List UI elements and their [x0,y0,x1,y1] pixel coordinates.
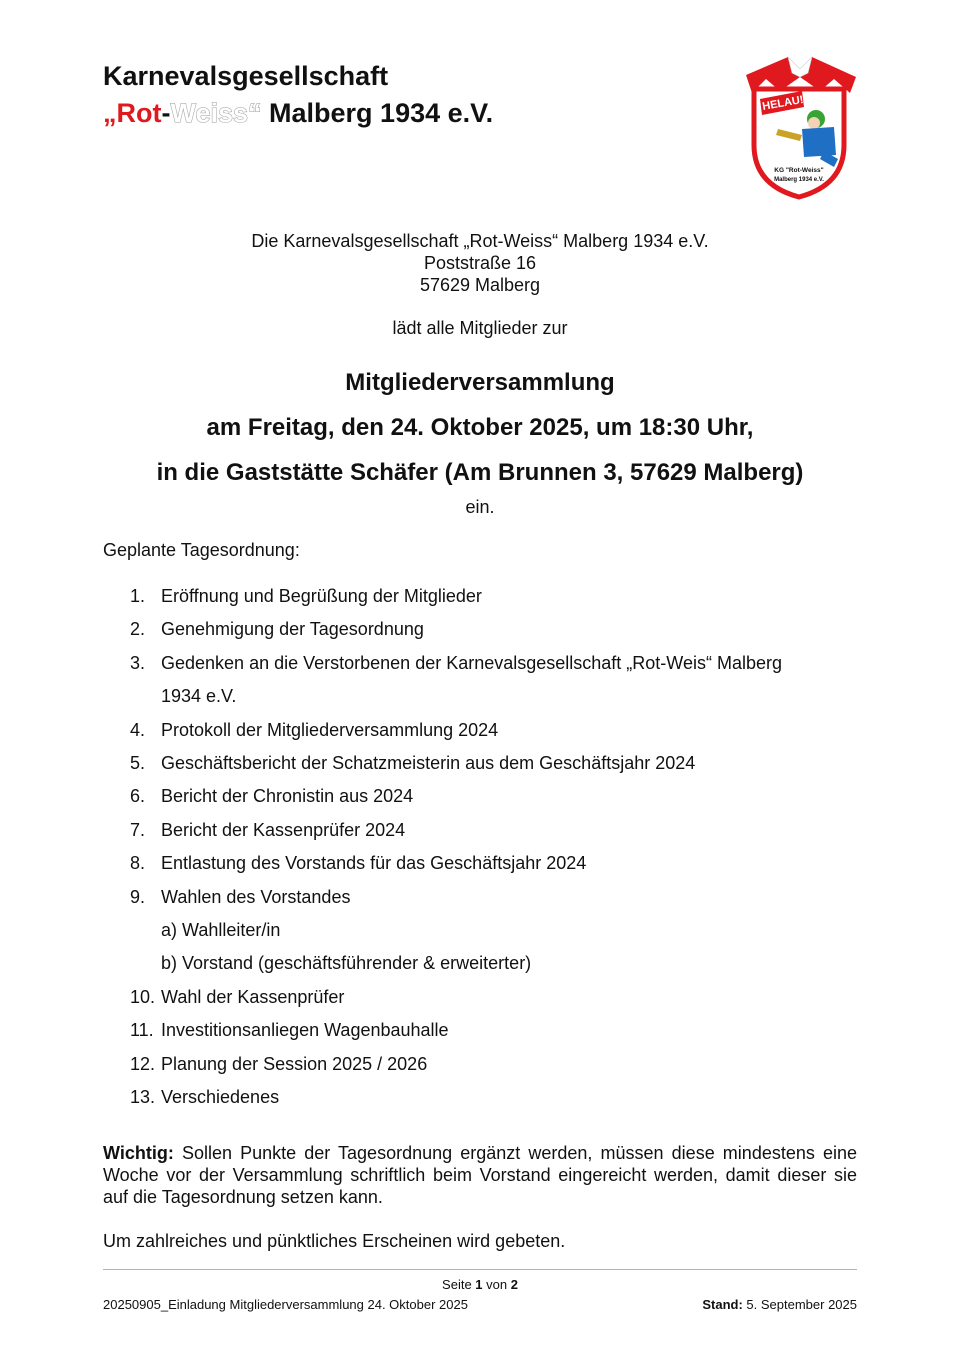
agenda-item-number: 2. [130,619,146,640]
agenda-item-number: 9. [130,886,146,907]
dash: - [161,98,171,128]
agenda-item-number: 5. [130,753,146,774]
agenda-list [130,580,851,1115]
agenda-item [130,613,851,646]
agenda-item-text: Bericht der Chronistin aus 2024 [161,786,414,807]
agenda-item-text: Entlastung des Vorstands für das Geschäftsjahr 2024 [161,853,587,874]
ein-text: ein. [465,497,495,517]
meeting-date: am Freitag, den 24. Oktober 2025, um 18:30 Uhr, [206,414,754,441]
logo-caption-line2: Malberg 1934 e.V. [774,177,824,183]
agenda-item-text: Genehmigung der Tagesordnung [161,619,424,640]
agenda-item-number: 12. [130,1053,156,1074]
address-line1: Die Karnevalsgesellschaft „Rot-Weiss“ Malberg 1934 e.V. [251,231,709,251]
agenda-item [130,714,851,747]
page-prefix: Seite [442,1277,476,1292]
agenda-item [130,647,851,680]
page-mid: von [482,1277,511,1292]
agenda-item-number: 13. [130,1087,156,1108]
agenda-item-text: Wahl der Kassenprüfer [161,986,345,1007]
agenda-item-number: 1. [130,586,146,606]
agenda-item [130,1048,851,1081]
agenda-item-text: Bericht der Kassenprüfer 2024 [161,819,406,840]
agenda-item [130,814,851,847]
agenda-item-number: 7. [130,819,146,840]
footer-divider [103,1269,857,1270]
agenda-item-text: Protokoll der Mitgliederversammlung 2024 [161,719,499,740]
stand-value: 5. September 2025 [742,1297,857,1312]
club-name-line2 [103,95,493,132]
agenda-item-text: Geschäftsbericht der Schatzmeisterin aus dem Geschäftsjahr 2024 [161,753,696,774]
open-quote: „ [103,98,117,128]
close-quote: “ [248,98,262,128]
agenda-item [130,847,851,880]
address-block [0,230,960,296]
agenda-item [130,1014,851,1047]
agenda-item [130,580,851,613]
agenda-subitem [130,947,851,980]
page-number [0,1277,960,1292]
important-text: Sollen Punkte der Tagesordnung ergänzt werden, müssen diese mindestens eine Woche vor der Versammlung schriftlich beim Vorstand eingereicht werden, damit dieser sie auf die Tagesordnung setzen kann. [103,1143,857,1207]
agenda-item-text: Eröffnung und Begrüßung der Mitglieder [161,586,482,606]
important-label: Wichtig: [103,1143,174,1163]
club-name-line1: Karnevalsgesellschaft [103,61,389,91]
agenda-item-number: 11. [130,1020,154,1041]
footer-stand [702,1297,857,1312]
important-note [103,1142,857,1208]
agenda-item-text: 1934 e.V. [161,686,237,707]
agenda-item-number: 10. [130,986,156,1007]
rot-word: Rot [116,98,162,128]
jester-body-shape [802,127,836,157]
agenda-item-text: Investitionsanliegen Wagenbauhalle [161,1020,449,1041]
agenda-item-number: 6. [130,786,146,807]
agenda-item-continuation [130,680,851,713]
agenda-subitem [130,914,851,947]
agenda-subitem-text: b) Vorstand (geschäftsführender & erweiterter) [161,953,532,974]
page-current: 1 [475,1277,483,1292]
agenda-item-text: Wahlen des Vorstandes [161,886,351,907]
invite-text: lädt alle Mitglieder zur [392,318,568,338]
stand-label: Stand: [702,1297,743,1312]
agenda-item-number: 4. [130,719,146,740]
address-line2: Poststraße 16 [423,253,537,273]
address-line3: 57629 Malberg [419,275,541,295]
agenda-item [130,747,851,780]
meeting-title-block [0,360,960,495]
agenda-item-text: Planung der Session 2025 / 2026 [161,1053,428,1074]
agenda-item-number: 8. [130,853,146,874]
club-name-rest: Malberg 1934 e.V. [261,98,494,128]
agenda-label: Geplante Tagesordnung: [103,540,300,560]
footer-filename: 20250905_Einladung Mitgliederversammlung 24. Oktober 2025 [103,1297,468,1312]
closing-text: Um zahlreiches und pünktliches Erscheinen wird gebeten. [103,1231,566,1251]
agenda-item [130,981,851,1014]
meeting-title: Mitgliederversammlung [345,369,615,396]
agenda-item-text: Verschiedenes [161,1087,280,1108]
club-logo [738,55,860,200]
meeting-location: in die Gaststätte Schäfer (Am Brunnen 3, 57629 Malberg) [156,459,804,486]
agenda-item-text: Gedenken an die Verstorbenen der Karnevalsgesellschaft „Rot-Weis“ Malberg [161,652,782,673]
club-header [103,58,493,132]
agenda-item [130,780,851,813]
page-total: 2 [510,1277,518,1292]
weiss-word: Weiss [170,98,249,128]
logo-caption-line1: KG "Rot-Weiss" [774,167,824,174]
agenda-item-number: 3. [130,652,146,673]
banner-text: HELAU! [761,93,805,113]
agenda-subitem-text: a) Wahlleiter/in [161,920,281,941]
agenda-item [130,881,851,914]
jester-face-shape [808,117,820,129]
agenda-item [130,1081,851,1114]
